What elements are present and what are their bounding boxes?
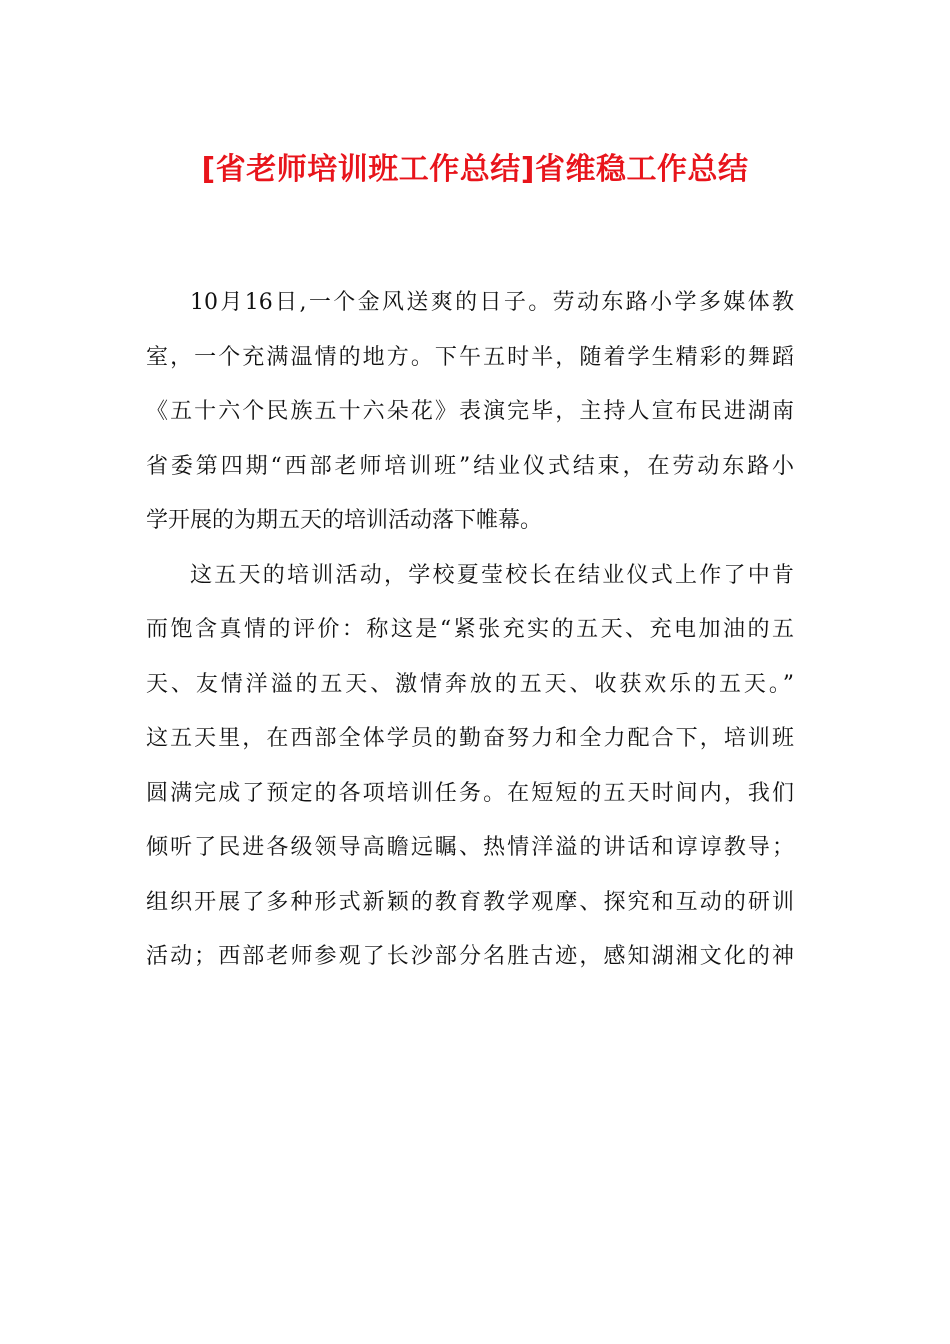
paragraph-line: 10月16日,一个金风送爽的日子。劳动东路小学多媒体教: [190, 290, 794, 315]
paragraph-line: 天、友情洋溢的五天、激情奔放的五天、收获欢乐的五天。”: [146, 671, 794, 697]
paragraph-line: 活动；西部老师参观了长沙部分名胜古迹，感知湖湘文化的神: [146, 944, 794, 969]
paragraph-line: 圆满完成了预定的各项培训任务。在短短的五天时间内，我们: [146, 780, 794, 806]
paragraph-line: 《五十六个民族五十六朵花》表演完毕，主持人宣布民进湖南: [146, 399, 794, 424]
paragraph-1: [146, 276, 794, 549]
paragraph-line: 这五天里，在西部全体学员的勤奋努力和全力配合下，培训班: [146, 726, 794, 751]
document-title: [省老师培训班工作总结]省维稳工作总结: [201, 152, 749, 187]
paragraph-line: 而饱含真情的评价：称这是“紧张充实的五天、充电加油的五: [146, 617, 794, 642]
paragraph-line: 这五天的培训活动，学校夏莹校长在结业仪式上作了中肯: [190, 562, 794, 588]
paragraph-line: 倾听了民进各级领导高瞻远瞩、热情洋溢的讲话和谆谆教导；: [146, 835, 794, 860]
paragraph-line: 室，一个充满温情的地方。下午五时半，随着学生精彩的舞蹈: [146, 344, 794, 370]
paragraph-line: 组织开展了多种形式新颖的教育教学观摩、探究和互动的研训: [146, 889, 794, 915]
paragraph-line: 学开展的为期五天的培训活动落下帷幕。: [146, 508, 543, 533]
paragraph-2: [146, 549, 794, 985]
paragraph-line: 省委第四期“西部老师培训班”结业仪式结束，在劳动东路小: [146, 453, 794, 479]
document-body: [146, 276, 794, 985]
